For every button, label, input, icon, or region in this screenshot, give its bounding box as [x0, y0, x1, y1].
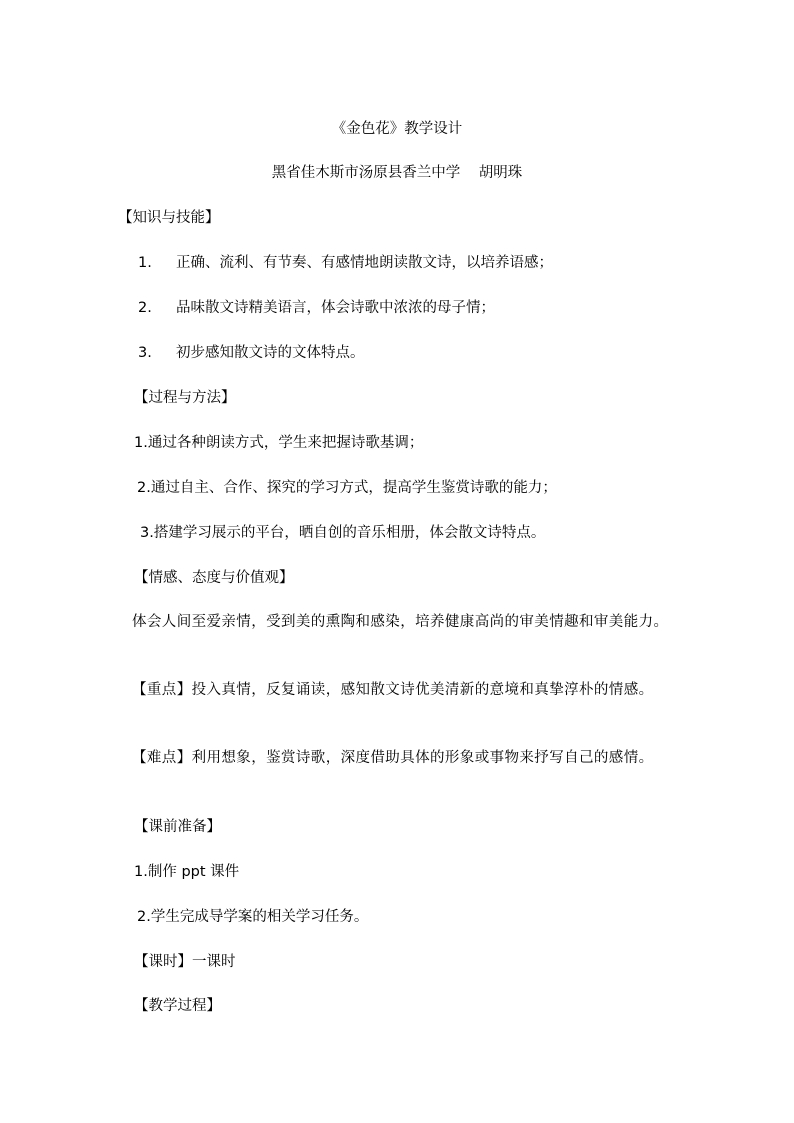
knowledge-item-3 — [138, 342, 365, 364]
knowledge-item-1 — [138, 252, 553, 274]
list-text: 品味散文诗精美语言，体会诗歌中浓浓的母子情； — [176, 300, 495, 316]
key-point-paragraph: 【重点】投入真情，反复诵读，感知散文诗优美清新的意境和真挚淳朴的情感。 — [132, 682, 654, 698]
list-number: 1. — [138, 255, 152, 271]
difficulty-paragraph: 【难点】利用想象，鉴赏诗歌，深度借助具体的形象或事物来抒写自己的感情。 — [132, 750, 654, 766]
process-item-3: 3.搭建学习展示的平台，晒自创的音乐相册，体会散文诗特点。 — [140, 525, 546, 541]
emotion-heading: 【情感、态度与价值观】 — [134, 570, 294, 586]
knowledge-heading: 【知识与技能】 — [118, 210, 220, 226]
knowledge-item-2 — [138, 297, 495, 319]
process-item-1: 1.通过各种朗读方式，学生来把握诗歌基调； — [134, 435, 424, 451]
document-title: 《金色花》教学设计 — [331, 121, 463, 137]
list-number: 2. — [138, 300, 152, 316]
author-line: 黑省佳木斯市汤原县香兰中学 胡明珠 — [271, 165, 523, 181]
process-item-2: 2.通过自主、合作、探究的学习方式，提高学生鉴赏诗歌的能力； — [137, 480, 557, 496]
list-number: 3. — [138, 345, 152, 361]
process-heading: 【过程与方法】 — [134, 390, 236, 406]
preparation-item-2: 2.学生完成导学案的相关学习任务。 — [137, 909, 369, 925]
preparation-heading: 【课前准备】 — [134, 819, 221, 835]
preparation-item-1: 1.制作 ppt 课件 — [134, 864, 240, 880]
teaching-process-heading: 【教学过程】 — [134, 998, 221, 1014]
emotion-paragraph: 体会人间至爱亲情，受到美的熏陶和感染，培养健康高尚的审美情趣和审美能力。 — [132, 614, 669, 630]
list-text: 正确、流利、有节奏、有感情地朗读散文诗，以培养语感； — [176, 255, 553, 271]
list-text: 初步感知散文诗的文体特点。 — [176, 345, 365, 361]
period-line: 【课时】一课时 — [134, 954, 236, 970]
